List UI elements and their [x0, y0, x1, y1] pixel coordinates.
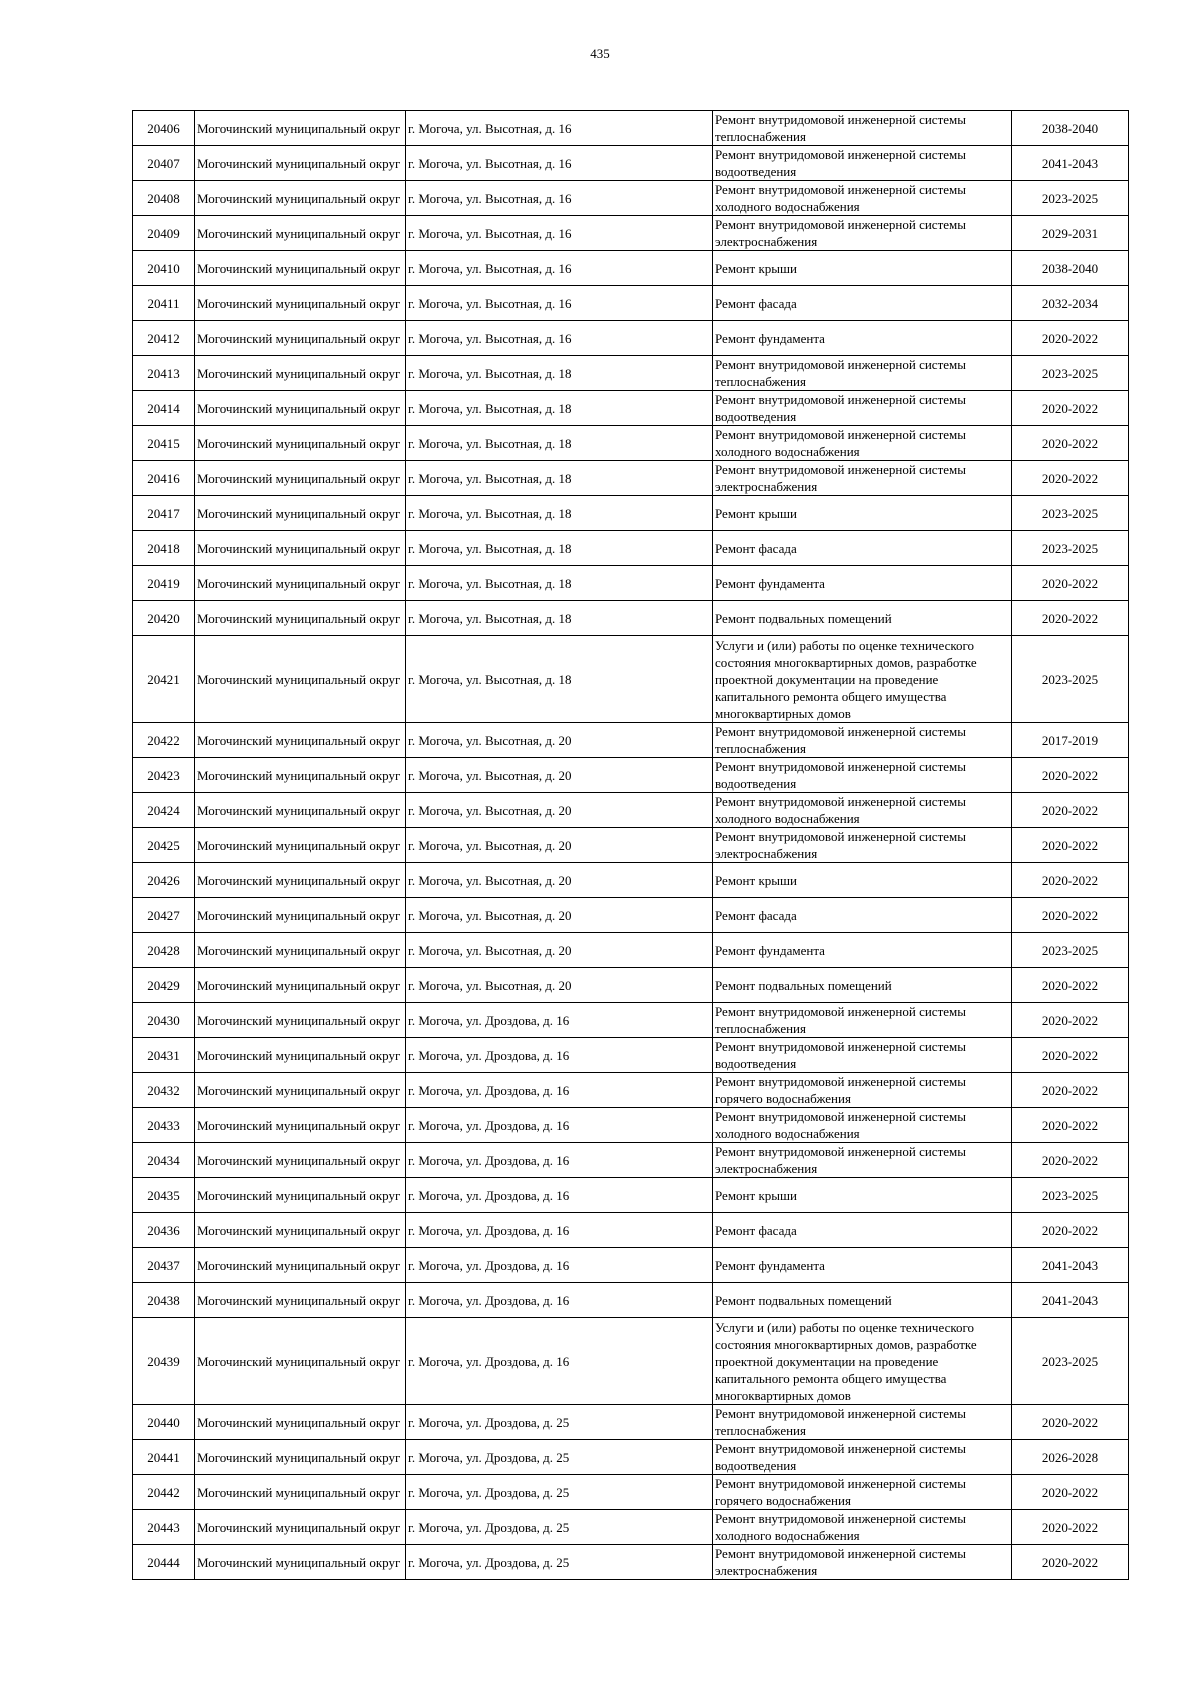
municipality-cell: Могочинский муниципальный округ [195, 1038, 406, 1073]
row-number: 20415 [133, 426, 195, 461]
work-type-cell: Ремонт внутридомовой инженерной системы холодного водоснабжения [713, 426, 1012, 461]
address-cell: г. Могоча, ул. Дроздова, д. 25 [406, 1475, 713, 1510]
period-cell: 2020-2022 [1012, 863, 1129, 898]
address-cell: г. Могоча, ул. Высотная, д. 16 [406, 286, 713, 321]
table-row [133, 566, 1129, 601]
period-cell: 2041-2043 [1012, 146, 1129, 181]
period-cell: 2020-2022 [1012, 1038, 1129, 1073]
table-row [133, 1475, 1129, 1510]
row-number: 20433 [133, 1108, 195, 1143]
address-cell: г. Могоча, ул. Высотная, д. 20 [406, 828, 713, 863]
table-row [133, 216, 1129, 251]
period-cell: 2029-2031 [1012, 216, 1129, 251]
address-cell: г. Могоча, ул. Высотная, д. 16 [406, 146, 713, 181]
work-type-cell: Ремонт внутридомовой инженерной системы водоотведения [713, 1440, 1012, 1475]
period-cell: 2023-2025 [1012, 181, 1129, 216]
row-number: 20416 [133, 461, 195, 496]
row-number: 20436 [133, 1213, 195, 1248]
address-cell: г. Могоча, ул. Высотная, д. 18 [406, 566, 713, 601]
table-row [133, 181, 1129, 216]
address-cell: г. Могоча, ул. Высотная, д. 18 [406, 531, 713, 566]
row-number: 20444 [133, 1545, 195, 1580]
table-row [133, 863, 1129, 898]
address-cell: г. Могоча, ул. Дроздова, д. 16 [406, 1003, 713, 1038]
period-cell: 2020-2022 [1012, 461, 1129, 496]
period-cell: 2020-2022 [1012, 1073, 1129, 1108]
address-cell: г. Могоча, ул. Высотная, д. 20 [406, 793, 713, 828]
row-number: 20432 [133, 1073, 195, 1108]
table-row [133, 828, 1129, 863]
municipality-cell: Могочинский муниципальный округ [195, 1248, 406, 1283]
table-row [133, 286, 1129, 321]
period-cell: 2020-2022 [1012, 601, 1129, 636]
table-row [133, 1073, 1129, 1108]
table-row [133, 1510, 1129, 1545]
address-cell: г. Могоча, ул. Высотная, д. 20 [406, 758, 713, 793]
table-row [133, 1283, 1129, 1318]
work-type-cell: Ремонт внутридомовой инженерной системы холодного водоснабжения [713, 1510, 1012, 1545]
row-number: 20417 [133, 496, 195, 531]
address-cell: г. Могоча, ул. Высотная, д. 20 [406, 968, 713, 1003]
period-cell: 2020-2022 [1012, 898, 1129, 933]
table-row [133, 1108, 1129, 1143]
row-number: 20408 [133, 181, 195, 216]
address-cell: г. Могоча, ул. Высотная, д. 16 [406, 251, 713, 286]
municipality-cell: Могочинский муниципальный округ [195, 1405, 406, 1440]
period-cell: 2017-2019 [1012, 723, 1129, 758]
row-number: 20435 [133, 1178, 195, 1213]
municipality-cell: Могочинский муниципальный округ [195, 1440, 406, 1475]
address-cell: г. Могоча, ул. Дроздова, д. 16 [406, 1248, 713, 1283]
period-cell: 2026-2028 [1012, 1440, 1129, 1475]
table-body [133, 111, 1129, 1580]
work-type-cell: Ремонт внутридомовой инженерной системы водоотведения [713, 391, 1012, 426]
address-cell: г. Могоча, ул. Высотная, д. 16 [406, 181, 713, 216]
row-number: 20428 [133, 933, 195, 968]
row-number: 20438 [133, 1283, 195, 1318]
table-row [133, 1143, 1129, 1178]
work-type-cell: Ремонт подвальных помещений [713, 1283, 1012, 1318]
period-cell: 2023-2025 [1012, 1178, 1129, 1213]
period-cell: 2020-2022 [1012, 391, 1129, 426]
period-cell: 2023-2025 [1012, 356, 1129, 391]
work-type-cell: Ремонт фасада [713, 898, 1012, 933]
address-cell: г. Могоча, ул. Дроздова, д. 16 [406, 1108, 713, 1143]
row-number: 20443 [133, 1510, 195, 1545]
address-cell: г. Могоча, ул. Высотная, д. 20 [406, 863, 713, 898]
row-number: 20410 [133, 251, 195, 286]
address-cell: г. Могоча, ул. Высотная, д. 18 [406, 636, 713, 723]
municipality-cell: Могочинский муниципальный округ [195, 758, 406, 793]
table-row [133, 146, 1129, 181]
table-row [133, 1248, 1129, 1283]
row-number: 20419 [133, 566, 195, 601]
period-cell: 2020-2022 [1012, 968, 1129, 1003]
period-cell: 2038-2040 [1012, 251, 1129, 286]
work-type-cell: Ремонт крыши [713, 863, 1012, 898]
period-cell: 2020-2022 [1012, 1405, 1129, 1440]
address-cell: г. Могоча, ул. Дроздова, д. 16 [406, 1038, 713, 1073]
municipality-cell: Могочинский муниципальный округ [195, 111, 406, 146]
address-cell: г. Могоча, ул. Дроздова, д. 16 [406, 1318, 713, 1405]
work-type-cell: Ремонт внутридомовой инженерной системы теплоснабжения [713, 1405, 1012, 1440]
work-type-cell: Ремонт внутридомовой инженерной системы водоотведения [713, 146, 1012, 181]
municipality-cell: Могочинский муниципальный округ [195, 1545, 406, 1580]
municipality-cell: Могочинский муниципальный округ [195, 1510, 406, 1545]
table-row [133, 601, 1129, 636]
row-number: 20420 [133, 601, 195, 636]
address-cell: г. Могоча, ул. Высотная, д. 20 [406, 723, 713, 758]
work-type-cell: Ремонт внутридомовой инженерной системы электроснабжения [713, 461, 1012, 496]
period-cell: 2020-2022 [1012, 1545, 1129, 1580]
address-cell: г. Могоча, ул. Дроздова, д. 16 [406, 1178, 713, 1213]
row-number: 20411 [133, 286, 195, 321]
row-number: 20437 [133, 1248, 195, 1283]
work-type-cell: Ремонт фундамента [713, 1248, 1012, 1283]
period-cell: 2041-2043 [1012, 1248, 1129, 1283]
row-number: 20442 [133, 1475, 195, 1510]
period-cell: 2023-2025 [1012, 531, 1129, 566]
period-cell: 2020-2022 [1012, 1108, 1129, 1143]
period-cell: 2020-2022 [1012, 426, 1129, 461]
municipality-cell: Могочинский муниципальный округ [195, 216, 406, 251]
municipality-cell: Могочинский муниципальный округ [195, 531, 406, 566]
work-type-cell: Ремонт фундамента [713, 566, 1012, 601]
work-type-cell: Ремонт внутридомовой инженерной системы электроснабжения [713, 216, 1012, 251]
table-row [133, 1545, 1129, 1580]
work-type-cell: Ремонт внутридомовой инженерной системы электроснабжения [713, 828, 1012, 863]
row-number: 20441 [133, 1440, 195, 1475]
work-type-cell: Ремонт крыши [713, 251, 1012, 286]
work-type-cell: Ремонт фасада [713, 531, 1012, 566]
period-cell: 2020-2022 [1012, 758, 1129, 793]
municipality-cell: Могочинский муниципальный округ [195, 933, 406, 968]
municipality-cell: Могочинский муниципальный округ [195, 793, 406, 828]
table-row [133, 461, 1129, 496]
table-row [133, 898, 1129, 933]
period-cell: 2023-2025 [1012, 496, 1129, 531]
table-row [133, 1405, 1129, 1440]
period-cell: 2020-2022 [1012, 1475, 1129, 1510]
row-number: 20434 [133, 1143, 195, 1178]
municipality-cell: Могочинский муниципальный округ [195, 1475, 406, 1510]
period-cell: 2020-2022 [1012, 828, 1129, 863]
municipality-cell: Могочинский муниципальный округ [195, 426, 406, 461]
address-cell: г. Могоча, ул. Дроздова, д. 25 [406, 1440, 713, 1475]
table-row [133, 933, 1129, 968]
municipality-cell: Могочинский муниципальный округ [195, 321, 406, 356]
table-row [133, 968, 1129, 1003]
row-number: 20418 [133, 531, 195, 566]
period-cell: 2023-2025 [1012, 636, 1129, 723]
municipality-cell: Могочинский муниципальный округ [195, 1318, 406, 1405]
period-cell: 2020-2022 [1012, 566, 1129, 601]
address-cell: г. Могоча, ул. Высотная, д. 18 [406, 496, 713, 531]
work-type-cell: Ремонт внутридомовой инженерной системы электроснабжения [713, 1143, 1012, 1178]
address-cell: г. Могоча, ул. Дроздова, д. 25 [406, 1545, 713, 1580]
period-cell: 2023-2025 [1012, 933, 1129, 968]
row-number: 20413 [133, 356, 195, 391]
municipality-cell: Могочинский муниципальный округ [195, 461, 406, 496]
row-number: 20407 [133, 146, 195, 181]
work-type-cell: Услуги и (или) работы по оценке технического состояния многоквартирных домов, разработке проектной документации на проведение капитального ремонта общего имущества многоквартирных домов [713, 636, 1012, 723]
period-cell: 2020-2022 [1012, 1510, 1129, 1545]
work-type-cell: Ремонт внутридомовой инженерной системы водоотведения [713, 758, 1012, 793]
work-type-cell: Ремонт фасада [713, 286, 1012, 321]
table-row [133, 723, 1129, 758]
address-cell: г. Могоча, ул. Дроздова, д. 16 [406, 1213, 713, 1248]
work-type-cell: Ремонт фундамента [713, 321, 1012, 356]
address-cell: г. Могоча, ул. Высотная, д. 16 [406, 111, 713, 146]
address-cell: г. Могоча, ул. Высотная, д. 20 [406, 898, 713, 933]
period-cell: 2038-2040 [1012, 111, 1129, 146]
municipality-cell: Могочинский муниципальный округ [195, 1108, 406, 1143]
table-row [133, 391, 1129, 426]
municipality-cell: Могочинский муниципальный округ [195, 1178, 406, 1213]
row-number: 20439 [133, 1318, 195, 1405]
address-cell: г. Могоча, ул. Дроздова, д. 16 [406, 1073, 713, 1108]
municipality-cell: Могочинский муниципальный округ [195, 251, 406, 286]
work-type-cell: Ремонт крыши [713, 1178, 1012, 1213]
row-number: 20431 [133, 1038, 195, 1073]
work-type-cell: Ремонт внутридомовой инженерной системы горячего водоснабжения [713, 1073, 1012, 1108]
work-type-cell: Ремонт внутридомовой инженерной системы горячего водоснабжения [713, 1475, 1012, 1510]
table-row [133, 1038, 1129, 1073]
municipality-cell: Могочинский муниципальный округ [195, 391, 406, 426]
address-cell: г. Могоча, ул. Дроздова, д. 16 [406, 1143, 713, 1178]
municipality-cell: Могочинский муниципальный округ [195, 1073, 406, 1108]
table-row [133, 321, 1129, 356]
row-number: 20421 [133, 636, 195, 723]
municipality-cell: Могочинский муниципальный округ [195, 968, 406, 1003]
row-number: 20429 [133, 968, 195, 1003]
table-row [133, 531, 1129, 566]
work-type-cell: Ремонт внутридомовой инженерной системы холодного водоснабжения [713, 793, 1012, 828]
row-number: 20440 [133, 1405, 195, 1440]
work-type-cell: Ремонт внутридомовой инженерной системы холодного водоснабжения [713, 1108, 1012, 1143]
municipality-cell: Могочинский муниципальный округ [195, 286, 406, 321]
municipality-cell: Могочинский муниципальный округ [195, 356, 406, 391]
period-cell: 2023-2025 [1012, 1318, 1129, 1405]
table-row [133, 793, 1129, 828]
period-cell: 2020-2022 [1012, 1003, 1129, 1038]
address-cell: г. Могоча, ул. Высотная, д. 18 [406, 391, 713, 426]
work-type-cell: Ремонт внутридомовой инженерной системы водоотведения [713, 1038, 1012, 1073]
period-cell: 2020-2022 [1012, 1143, 1129, 1178]
municipality-cell: Могочинский муниципальный округ [195, 601, 406, 636]
table-row [133, 251, 1129, 286]
row-number: 20427 [133, 898, 195, 933]
work-type-cell: Ремонт внутридомовой инженерной системы холодного водоснабжения [713, 181, 1012, 216]
row-number: 20406 [133, 111, 195, 146]
table-row [133, 356, 1129, 391]
table-row [133, 426, 1129, 461]
address-cell: г. Могоча, ул. Высотная, д. 20 [406, 933, 713, 968]
work-type-cell: Ремонт подвальных помещений [713, 968, 1012, 1003]
table-row [133, 111, 1129, 146]
work-type-cell: Ремонт фасада [713, 1213, 1012, 1248]
municipality-cell: Могочинский муниципальный округ [195, 146, 406, 181]
work-type-cell: Ремонт крыши [713, 496, 1012, 531]
work-type-cell: Ремонт внутридомовой инженерной системы теплоснабжения [713, 356, 1012, 391]
row-number: 20422 [133, 723, 195, 758]
address-cell: г. Могоча, ул. Высотная, д. 16 [406, 321, 713, 356]
municipality-cell: Могочинский муниципальный округ [195, 636, 406, 723]
row-number: 20414 [133, 391, 195, 426]
address-cell: г. Могоча, ул. Дроздова, д. 25 [406, 1405, 713, 1440]
table-row [133, 758, 1129, 793]
address-cell: г. Могоча, ул. Высотная, д. 18 [406, 426, 713, 461]
table-row [133, 1003, 1129, 1038]
municipality-cell: Могочинский муниципальный округ [195, 863, 406, 898]
row-number: 20425 [133, 828, 195, 863]
municipality-cell: Могочинский муниципальный округ [195, 566, 406, 601]
period-cell: 2020-2022 [1012, 321, 1129, 356]
municipality-cell: Могочинский муниципальный округ [195, 898, 406, 933]
page-number: 435 [590, 46, 610, 61]
period-cell: 2032-2034 [1012, 286, 1129, 321]
municipality-cell: Могочинский муниципальный округ [195, 1283, 406, 1318]
municipality-cell: Могочинский муниципальный округ [195, 1143, 406, 1178]
municipality-cell: Могочинский муниципальный округ [195, 723, 406, 758]
table-row [133, 496, 1129, 531]
period-cell: 2041-2043 [1012, 1283, 1129, 1318]
address-cell: г. Могоча, ул. Дроздова, д. 25 [406, 1510, 713, 1545]
repair-schedule-table [132, 110, 1129, 1580]
municipality-cell: Могочинский муниципальный округ [195, 1003, 406, 1038]
table-row [133, 1318, 1129, 1405]
municipality-cell: Могочинский муниципальный округ [195, 1213, 406, 1248]
period-cell: 2020-2022 [1012, 1213, 1129, 1248]
row-number: 20430 [133, 1003, 195, 1038]
row-number: 20412 [133, 321, 195, 356]
table-row [133, 1178, 1129, 1213]
row-number: 20409 [133, 216, 195, 251]
row-number: 20424 [133, 793, 195, 828]
work-type-cell: Ремонт фундамента [713, 933, 1012, 968]
address-cell: г. Могоча, ул. Высотная, д. 18 [406, 356, 713, 391]
address-cell: г. Могоча, ул. Дроздова, д. 16 [406, 1283, 713, 1318]
row-number: 20426 [133, 863, 195, 898]
address-cell: г. Могоча, ул. Высотная, д. 18 [406, 461, 713, 496]
period-cell: 2020-2022 [1012, 793, 1129, 828]
table-row [133, 1213, 1129, 1248]
address-cell: г. Могоча, ул. Высотная, д. 16 [406, 216, 713, 251]
work-type-cell: Ремонт внутридомовой инженерной системы теплоснабжения [713, 1003, 1012, 1038]
work-type-cell: Ремонт внутридомовой инженерной системы теплоснабжения [713, 111, 1012, 146]
table-row [133, 636, 1129, 723]
work-type-cell: Ремонт подвальных помещений [713, 601, 1012, 636]
address-cell: г. Могоча, ул. Высотная, д. 18 [406, 601, 713, 636]
municipality-cell: Могочинский муниципальный округ [195, 181, 406, 216]
work-type-cell: Услуги и (или) работы по оценке технического состояния многоквартирных домов, разработке проектной документации на проведение капитального ремонта общего имущества многоквартирных домов [713, 1318, 1012, 1405]
work-type-cell: Ремонт внутридомовой инженерной системы электроснабжения [713, 1545, 1012, 1580]
table-row [133, 1440, 1129, 1475]
municipality-cell: Могочинский муниципальный округ [195, 828, 406, 863]
row-number: 20423 [133, 758, 195, 793]
municipality-cell: Могочинский муниципальный округ [195, 496, 406, 531]
work-type-cell: Ремонт внутридомовой инженерной системы теплоснабжения [713, 723, 1012, 758]
